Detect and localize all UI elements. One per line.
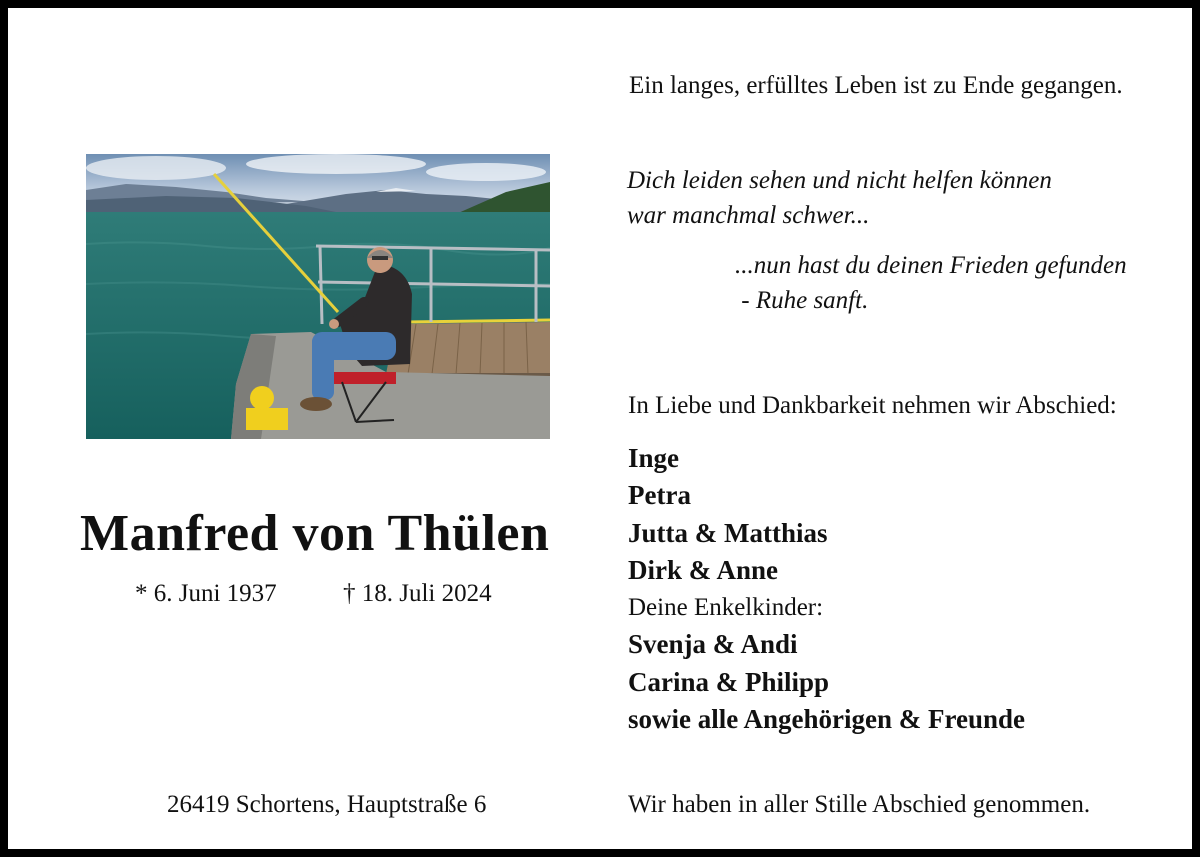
intro-line: Ein langes, erfülltes Leben ist zu Ende gegangen. xyxy=(629,72,1123,99)
mourner-others: sowie alle Angehörigen & Freunde xyxy=(628,704,1025,735)
death-date: † 18. Juli 2024 xyxy=(343,580,492,607)
poem-line-4: - Ruhe sanft. xyxy=(735,287,869,314)
farewell-line: In Liebe und Dankbarkeit nehmen wir Abschied: xyxy=(628,392,1117,419)
mourners-list xyxy=(628,440,1025,738)
mourner-name: Svenja & Andi xyxy=(628,629,798,660)
poem-line-3: ...nun hast du deinen Frieden gefunden xyxy=(735,252,1127,279)
closing-line: Wir haben in aller Stille Abschied genommen. xyxy=(628,791,1091,818)
deceased-name: Manfred von Thülen xyxy=(80,505,550,562)
mourner-name: Dirk & Anne xyxy=(628,554,779,585)
mourner-name: Petra xyxy=(628,480,691,511)
poem-line-1: Dich leiden sehen und nicht helfen können xyxy=(627,167,1052,194)
poem-part-1 xyxy=(627,163,1052,233)
mourner-name: Jutta & Matthias xyxy=(628,517,828,548)
poem-line-2: war manchmal schwer... xyxy=(627,202,870,229)
mourner-name: Carina & Philipp xyxy=(628,666,830,697)
portrait-photo xyxy=(86,154,550,439)
birth-date: * 6. Juni 1937 xyxy=(135,580,277,607)
mourner-name: Inge xyxy=(628,443,680,473)
address: 26419 Schortens, Hauptstraße 6 xyxy=(167,791,487,818)
grandchildren-label: Deine Enkelkinder: xyxy=(628,594,824,622)
poem-part-2 xyxy=(735,248,1127,318)
